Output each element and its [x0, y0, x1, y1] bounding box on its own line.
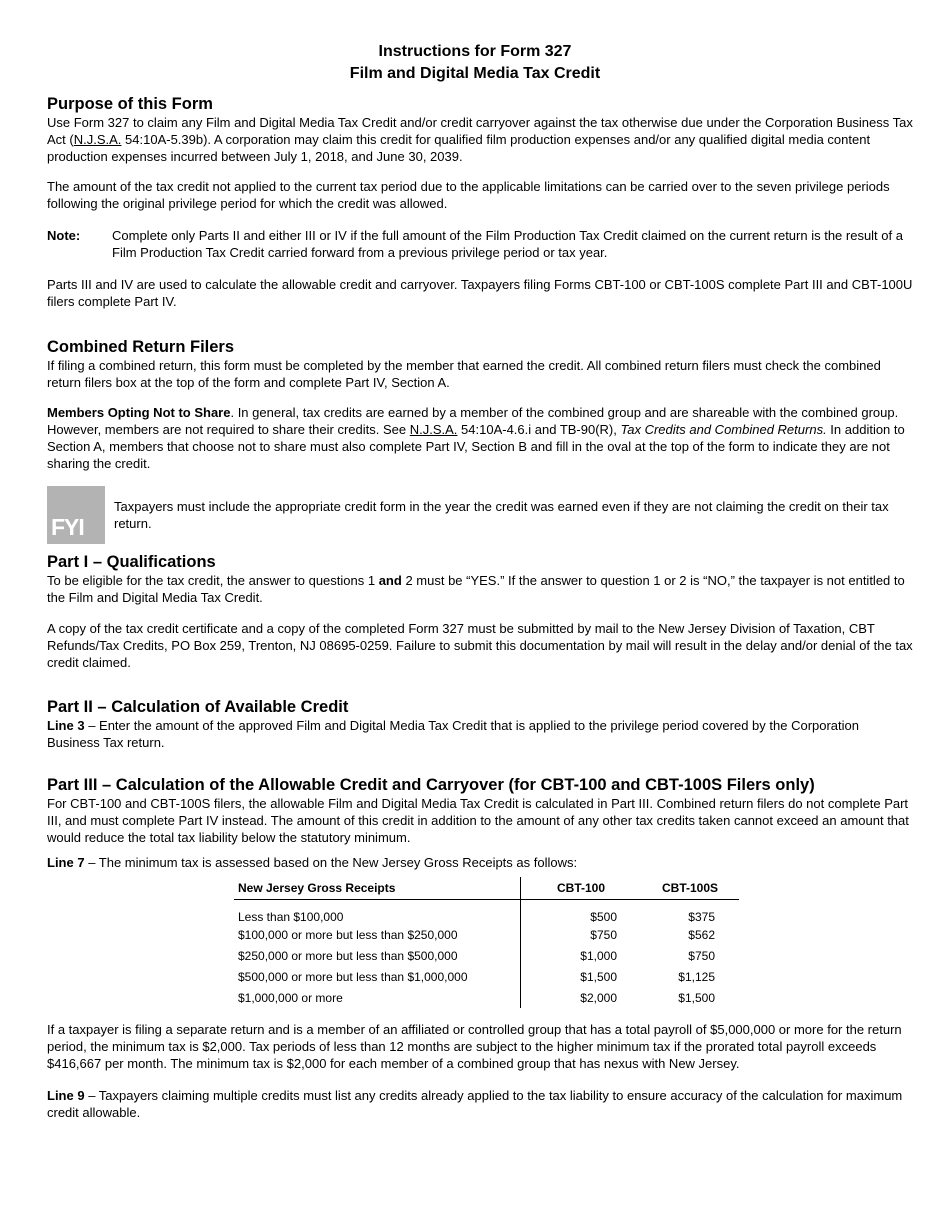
- note-block: [47, 227, 913, 261]
- table-cell: $750: [521, 924, 642, 945]
- table-cell: $250,000 or more but less than $500,000: [238, 948, 458, 963]
- part2-line-3: Line 3 – Enter the amount of the approved Film and Digital Media Tax Credit that is applied to the privilege period covered by the Corporation Business Tax return.: [47, 718, 859, 750]
- section-part-2: [47, 697, 913, 751]
- table-row: [234, 924, 739, 945]
- title-line-1: Instructions for Form 327: [378, 43, 572, 60]
- purpose-paragraph-3: Parts III and IV are used to calculate the allowable credit and carryover. Taxpayers filing Forms CBT-100 or CBT-100S complete Part III and CBT-100U filers complete Part IV.: [47, 277, 913, 309]
- part3-paragraph-1: For CBT-100 and CBT-100S filers, the allowable Film and Digital Media Tax Credit is calculated in Part III. Combined return filers do not complete Part III, and must complete Part IV instead. The amount of this credit in addition to the amount of any other tax credits taken cannot exceed an amount that would reduce the total tax liability below the statutory minimum.: [47, 796, 909, 845]
- part3-paragraph-2: If a taxpayer is filing a separate return and is a member of an affiliated or controlled group that has a total payroll of $5,000,000 or more for the return period, the minimum tax is $2,000. Tax periods of less than 12 months are subject to the higher minimum tax if the prorated total payroll exceeds $416,667 per month. The minimum tax is $2,000 for each member of a combined group that has nexus with New Jersey.: [47, 1022, 902, 1071]
- table-cell: $375: [688, 910, 715, 924]
- table-cell: $562: [688, 927, 715, 942]
- part3-line-9: Line 9 – Taxpayers claiming multiple credits must list any credits already applied to the tax liability to ensure accuracy of the calculation for maximum credit allowable.: [47, 1088, 903, 1120]
- column-header: CBT-100S: [641, 877, 739, 900]
- part2-heading: Part II – Calculation of Available Credit: [47, 698, 349, 716]
- fyi-text: Taxpayers must include the appropriate credit form in the year the credit was earned even if they are not claiming the credit on their tax return.: [114, 499, 889, 531]
- fyi-icon: FYI: [47, 486, 105, 544]
- table-cell: $100,000 or more but less than $250,000: [238, 927, 458, 942]
- table-cell: $500,000 or more but less than $1,000,000: [238, 969, 468, 984]
- section-part-3: [47, 775, 913, 846]
- njsa-reference: N.J.S.A.: [409, 422, 458, 437]
- note-label: Note:: [47, 228, 81, 243]
- section-purpose: [47, 94, 913, 165]
- title-line-2: Film and Digital Media Tax Credit: [349, 65, 601, 82]
- table-cell: $1,500: [521, 966, 642, 987]
- njsa-reference: N.J.S.A.: [73, 132, 122, 147]
- part3-line-7: Line 7 – The minimum tax is assessed based on the New Jersey Gross Receipts as follows:: [47, 855, 578, 870]
- part1-paragraph-2: A copy of the tax credit certificate and a copy of the completed Form 327 must be submitted by mail to the New Jersey Division of Taxation, CBT Refunds/Tax Credits, PO Box 259, Trenton, NJ 08695-0259. Failure to submit this documentation by mail will result in the delay and/or denial of the tax credit claimed.: [47, 621, 913, 670]
- minimum-tax-table: [234, 877, 739, 1008]
- purpose-paragraph-2: The amount of the tax credit not applied to the current tax period due to the applicable limitations can be carried over to the seven privilege periods following the original privilege period for which the credit was allowed.: [47, 179, 890, 211]
- table-cell: $500: [521, 900, 642, 925]
- combined-paragraph-2: Members Opting Not to Share. In general, tax credits are earned by a member of the combined group and are shareable with the combined group. However, members are not required to share their credits. See N.J.S.A. 54:10A-4.6.i and TB-90(R), Tax Credits and Combined Returns. In addition to Section A, members that choose not to share must also complete Part IV, Section B and fill in the oval at the top of the form to indicate they are not sharing the credit.: [47, 405, 905, 471]
- combined-paragraph-1: If filing a combined return, this form must be completed by the member that earned the credit. All combined return filers must check the combined return filers box at the top of the form and complete Part IV, Section A.: [47, 358, 881, 390]
- part1-heading: Part I – Qualifications: [47, 553, 216, 571]
- table-row: [234, 945, 739, 966]
- purpose-heading: Purpose of this Form: [47, 95, 213, 113]
- table-cell: $1,000,000 or more: [238, 990, 343, 1005]
- part3-heading: Part III – Calculation of the Allowable Credit and Carryover (for CBT-100 and CBT-100S Filers only): [47, 776, 815, 794]
- table-cell: $1,500: [678, 990, 715, 1005]
- column-header: New Jersey Gross Receipts: [234, 877, 521, 900]
- combined-heading: Combined Return Filers: [47, 338, 235, 356]
- table-row: [234, 966, 739, 987]
- section-part-1: [47, 552, 913, 606]
- part1-paragraph-1: To be eligible for the tax credit, the answer to questions 1 and 2 must be “YES.” If the answer to question 1 or 2 is “NO,” the taxpayer is not entitled to the Film and Digital Media Tax Credit.: [47, 573, 905, 605]
- table-cell: Less than $100,000: [238, 910, 344, 924]
- table-cell: $2,000: [521, 987, 642, 1008]
- table-header-row: [234, 877, 739, 900]
- note-text: Complete only Parts II and either III or IV if the full amount of the Film Production Tax Credit claimed on the current return is the result of a Film Production Tax Credit carried forward from a previous privilege period or tax year.: [112, 228, 903, 260]
- document-title: [0, 41, 950, 85]
- table-cell: $1,125: [678, 969, 715, 984]
- column-header: CBT-100: [521, 877, 642, 900]
- section-combined: [47, 337, 913, 391]
- table-cell: $1,000: [521, 945, 642, 966]
- table-cell: $750: [688, 948, 715, 963]
- purpose-paragraph-1: Use Form 327 to claim any Film and Digital Media Tax Credit and/or credit carryover against the tax otherwise due under the Corporation Business Tax Act (N.J.S.A. 54:10A-5.39b). A corporation may claim this credit for qualified film production expenses and/or any qualified digital media content production expenses incurred between July 1, 2018, and June 30, 2039.: [47, 115, 913, 164]
- table-row: [234, 987, 739, 1008]
- table-row: [234, 900, 739, 925]
- fyi-callout: [47, 486, 913, 544]
